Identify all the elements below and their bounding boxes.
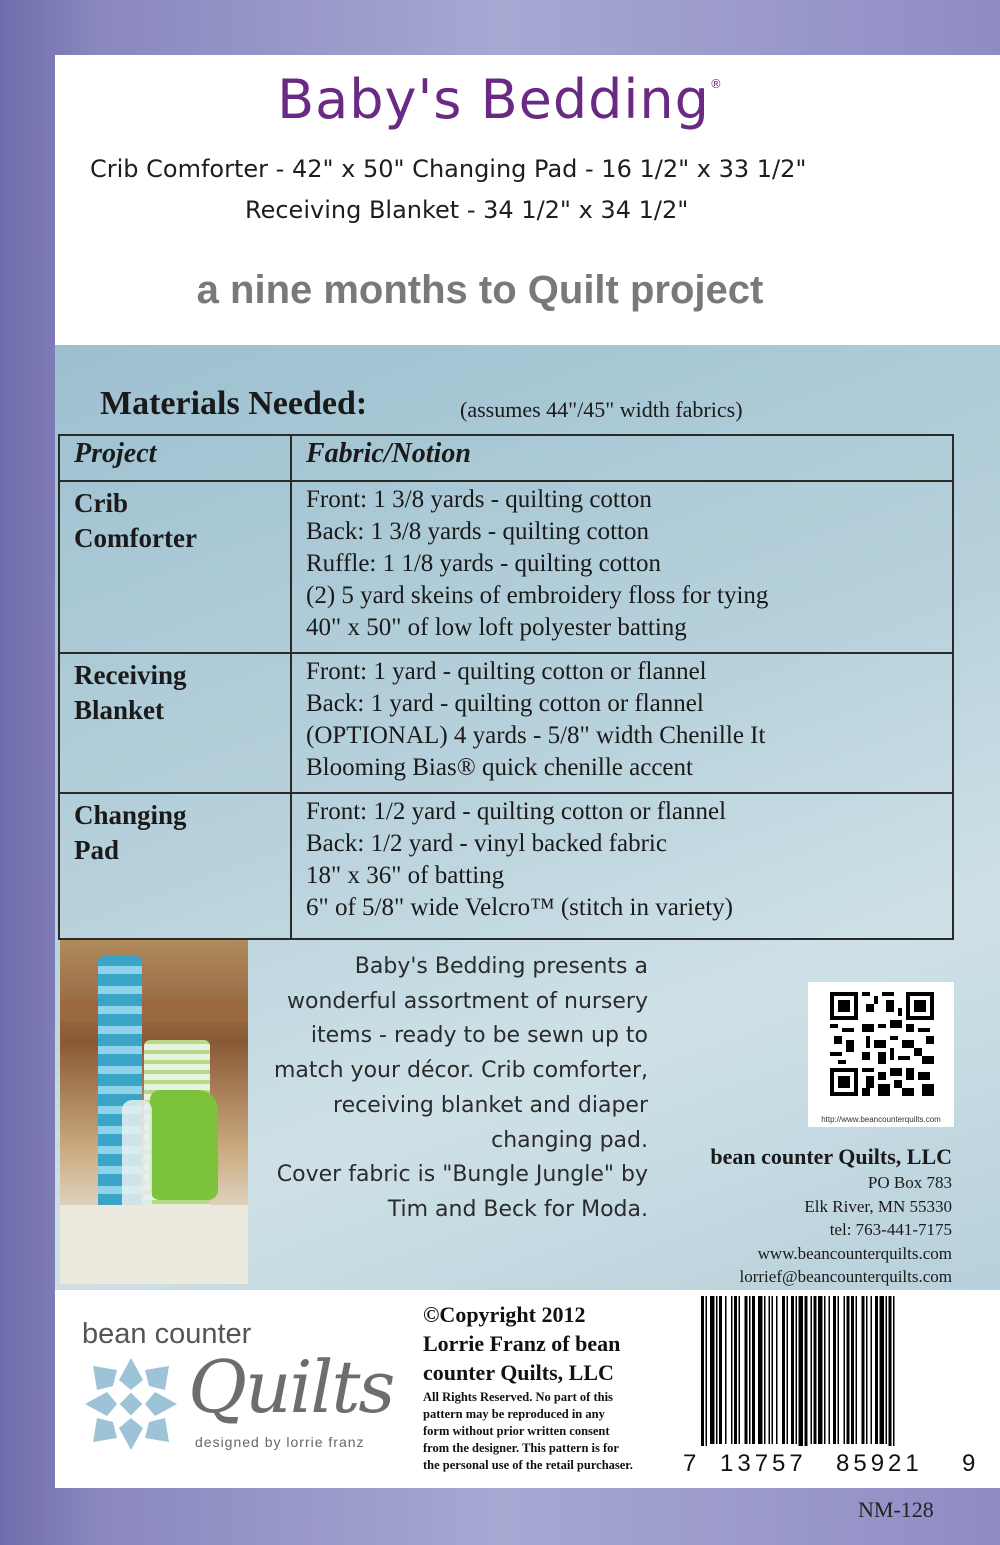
logo-text-bean-counter: bean counter — [82, 1318, 252, 1350]
barcode-bar — [769, 1296, 771, 1444]
barcode-digits-group1: 13757 — [720, 1450, 807, 1477]
barcode-bar — [719, 1296, 722, 1444]
barcode-digit-1: 7 — [683, 1450, 697, 1477]
barcode-bar — [787, 1296, 789, 1444]
copyright-owner-line2: counter Quilts, LLC — [423, 1360, 614, 1385]
barcode-bar — [880, 1296, 885, 1444]
subtitle-sizes-line1: Crib Comforter - 42" x 50" Changing Pad - 16 1/2" x 33 1/2" — [90, 155, 807, 183]
barcode-bar — [739, 1296, 741, 1444]
table-header-row — [59, 435, 953, 481]
upc-barcode-icon — [699, 1296, 961, 1446]
description-text: Baby's Bedding presents a wonderful assortment of nursery items - ready to be sewn up to match your décor. Crib comforter, receiving blanket and diaper changing pad. Cover fabric is "Bungle Jungle" by Tim and Beck for Moda. — [273, 954, 648, 1222]
barcode-bar — [731, 1296, 733, 1444]
barcode-bar — [716, 1296, 718, 1444]
company-name: bean counter Quilts, LLC — [710, 1144, 952, 1169]
barcode-bar — [866, 1296, 868, 1444]
pattern-title: Baby's Bedding® — [277, 68, 723, 131]
subtitle-sizes-line2: Receiving Blanket - 34 1/2" x 34 1/2" — [245, 196, 689, 224]
fabric-cell: Front: 1 3/8 yards - quilting cotton Back: 1 3/8 yards - quilting cotton Ruffle: 1 1/8 yards - quilting cotton (2) 5 yard skeins of embroidery floss for tying 40" x 50" of low loft polyester batting — [291, 481, 953, 653]
pattern-number: NM-128 — [858, 1497, 934, 1522]
barcode-bar — [814, 1296, 817, 1444]
materials-table — [58, 434, 954, 940]
barcode-bar — [772, 1296, 774, 1444]
copyright-block — [423, 1300, 683, 1474]
barcode-bar — [805, 1296, 808, 1446]
materials-heading: Materials Needed: — [100, 385, 368, 422]
barcode-bar — [734, 1296, 737, 1444]
barcode-bar — [829, 1296, 831, 1444]
qr-code[interactable] — [808, 982, 954, 1127]
company-phone: tel: 763-441-7175 — [829, 1220, 952, 1239]
barcode-digit-check: 9 — [962, 1450, 976, 1477]
table-row — [59, 481, 953, 653]
table-row — [59, 653, 953, 793]
company-email[interactable]: lorrief@beancounterquilts.com — [739, 1267, 952, 1286]
barcode-bar — [752, 1296, 755, 1444]
barcode-bar — [791, 1296, 794, 1444]
company-city: Elk River, MN 55330 — [804, 1196, 952, 1216]
barcode-bar — [749, 1296, 751, 1444]
project-cell: Changing Pad — [59, 793, 291, 939]
fabric-cell: Front: 1/2 yard - quilting cotton or flannel Back: 1/2 yard - vinyl backed fabric 18" x 36" of batting 6" of 5/8" wide Velcro™ (stitch in variety) — [291, 793, 953, 939]
barcode-bar — [871, 1296, 873, 1444]
barcode-bar — [824, 1296, 826, 1444]
barcode-bar — [799, 1296, 804, 1446]
qr-code-icon — [830, 992, 934, 1096]
product-photo — [60, 940, 248, 1284]
table-row — [59, 793, 953, 939]
barcode-bar — [796, 1296, 798, 1444]
barcode-bar — [862, 1296, 865, 1444]
barcode-bar — [833, 1296, 836, 1444]
quilt-star-logo-icon — [83, 1356, 179, 1452]
barcode-bar — [764, 1296, 766, 1444]
barcode-bar — [893, 1296, 895, 1446]
barcode-bar — [856, 1296, 858, 1444]
barcode-bar — [847, 1296, 850, 1444]
tagline: a nine months to Quilt project — [196, 268, 764, 312]
barcode-bar — [838, 1296, 840, 1444]
barcode-bar — [875, 1296, 878, 1444]
barcode-bar — [851, 1296, 854, 1444]
company-po-box: PO Box 783 — [867, 1173, 952, 1192]
barcode-bar — [782, 1296, 785, 1444]
project-cell: Crib Comforter — [59, 481, 291, 653]
barcode-bar — [710, 1296, 715, 1444]
project-cell: Receiving Blanket — [59, 653, 291, 793]
title-mark: ® — [709, 77, 723, 91]
barcode-bar — [889, 1296, 892, 1446]
barcode-digits-group2: 85921 — [836, 1450, 923, 1477]
barcode-bar — [745, 1296, 748, 1444]
barcode-bar — [886, 1296, 888, 1444]
qr-url[interactable]: http://www.beancounterquilts.com — [821, 1115, 941, 1124]
column-header-fabric: Fabric/Notion — [291, 435, 953, 481]
company-website[interactable]: www.beancounterquilts.com — [757, 1243, 952, 1263]
fabric-cell: Front: 1 yard - quilting cotton or flannel Back: 1 yard - quilting cotton or flannel (OPTIONAL) 4 yards - 5/8" width Chenille It Blooming Bias® quick chenille accent — [291, 653, 953, 793]
company-info — [640, 1143, 952, 1289]
barcode-bar — [776, 1296, 778, 1444]
barcode-bar — [844, 1296, 846, 1444]
barcode-bar — [818, 1296, 823, 1444]
logo-text-quilts: Quilts — [188, 1345, 394, 1429]
copyright-line: ©Copyright 2012 — [423, 1302, 586, 1327]
barcode-bar — [811, 1296, 813, 1444]
barcode-bar — [725, 1296, 727, 1444]
column-header-project: Project — [59, 435, 291, 481]
materials-note: (assumes 44"/45" width fabrics) — [460, 397, 743, 422]
rights-notice: All Rights Reserved. No part of this pattern may be reproduced in any form without prior written consent from the designer. This pattern is for the personal use of the retail purchaser. — [423, 1390, 633, 1472]
barcode-bar — [701, 1296, 704, 1446]
logo-text-designer: designed by lorrie franz — [195, 1434, 365, 1450]
barcode-bar — [706, 1296, 708, 1446]
copyright-owner-line1: Lorrie Franz of bean — [423, 1331, 621, 1356]
barcode-bar — [758, 1296, 763, 1444]
